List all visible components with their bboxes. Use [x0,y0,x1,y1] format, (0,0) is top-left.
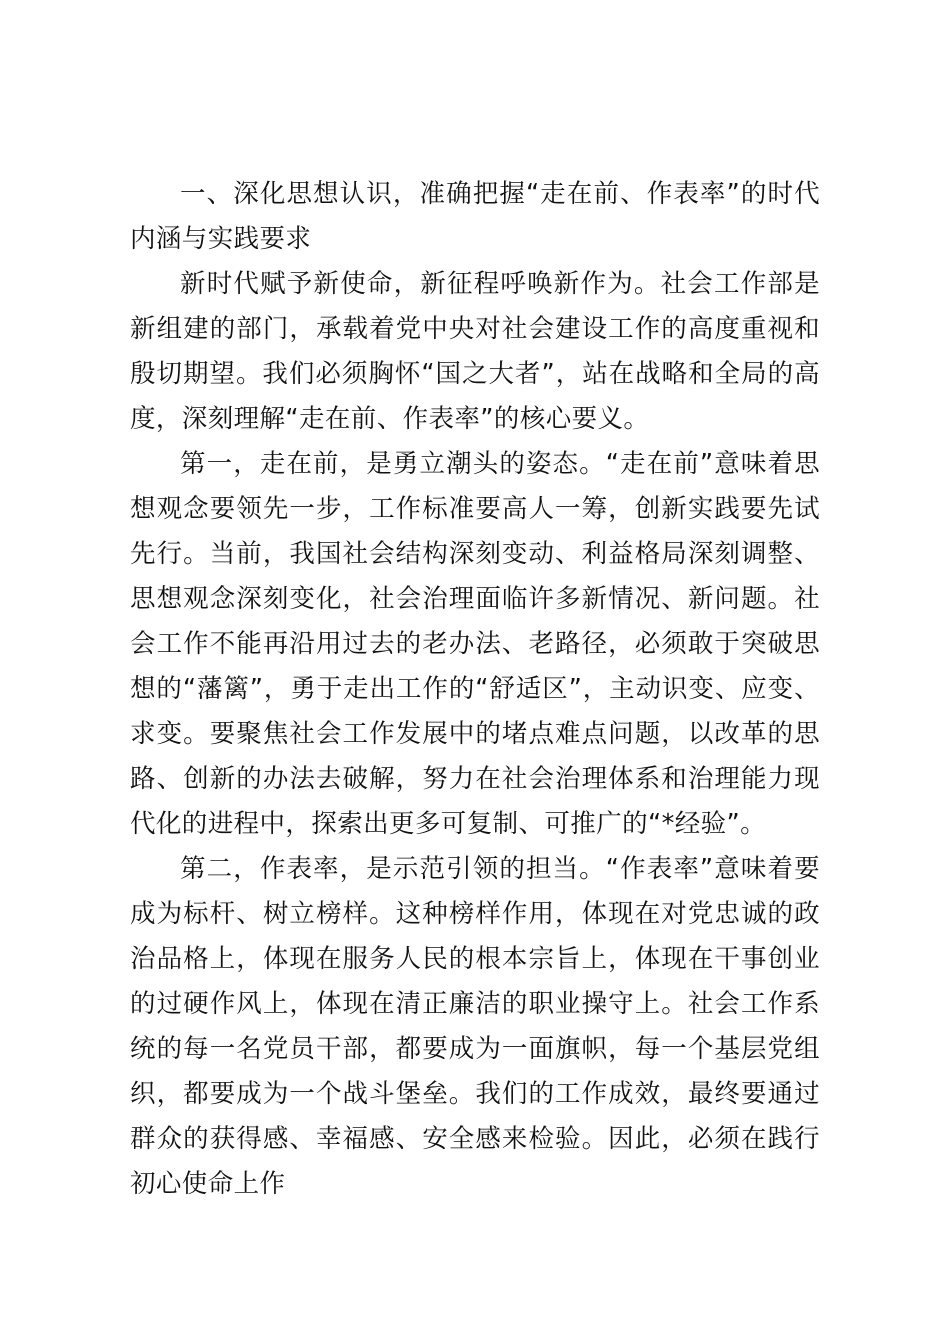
section-heading: 一、深化思想认识，准确把握“走在前、作表率”的时代内涵与实践要求 [130,179,820,254]
paragraph-intro: 新时代赋予新使命，新征程呼唤新作为。社会工作部是新组建的部门，承载着党中央对社会建设工作的高度重视和殷切期望。我们必须胸怀“国之大者”，站在战略和全局的高度，深刻理解“走在前、作表率”的核心要义。 [130,269,820,434]
paragraph-first-point: 第一，走在前，是勇立潮头的姿态。“走在前”意味着思想观念要领先一步，工作标准要高人一筹，创新实践要先试先行。当前，我国社会结构深刻变动、利益格局深刻调整、思想观念深刻变化，社会治理面临许多新情况、新问题。社会工作不能再沿用过去的老办法、老路径，必须敢于突破思想的“藩篱”，勇于走出工作的“舒适区”，主动识变、应变、求变。要聚焦社会工作发展中的堵点难点问题，以改革的思路、创新的办法去破解，努力在社会治理体系和治理能力现代化的进程中，探索出更多可复制、可推广的“*经验”。 [130,449,820,839]
document-body [130,172,820,1207]
paragraph-second-point: 第二，作表率，是示范引领的担当。“作表率”意味着要成为标杆、树立榜样。这种榜样作用，体现在对党忠诚的政治品格上，体现在服务人民的根本宗旨上，体现在干事创业的过硬作风上，体现在清正廉洁的职业操守上。社会工作系统的每一名党员干部，都要成为一面旗帜，每一个基层党组织，都要成为一个战斗堡垒。我们的工作成效，最终要通过群众的获得感、幸福感、安全感来检验。因此，必须在践行初心使命上作 [130,854,820,1199]
